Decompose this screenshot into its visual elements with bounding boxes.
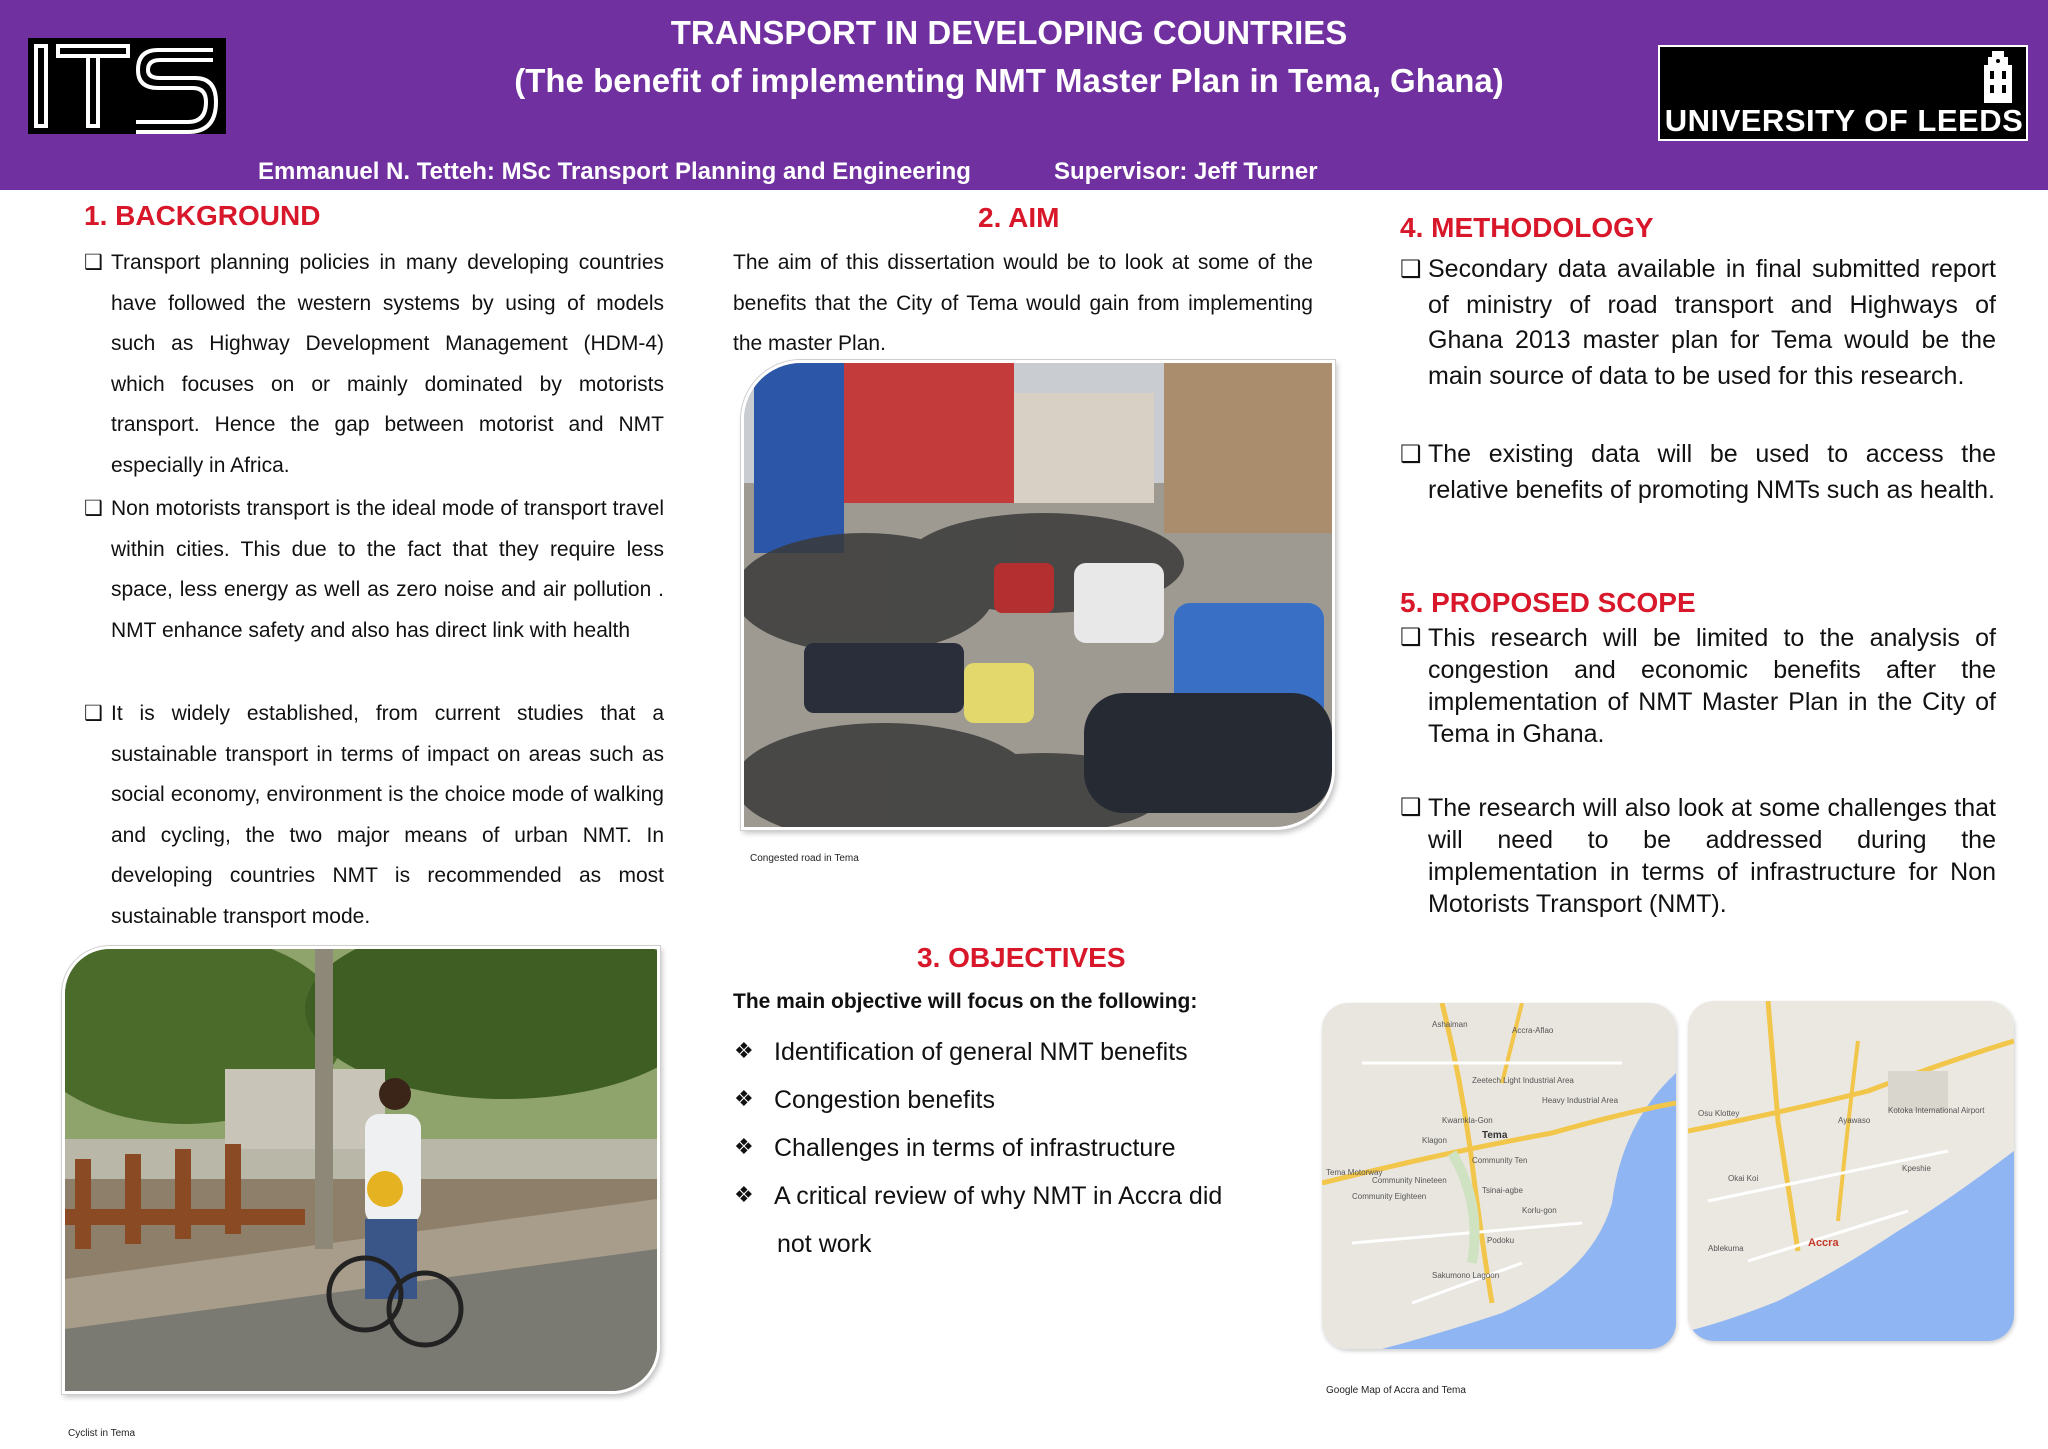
square-bullet-icon: ❑ [84,702,103,725]
tema-map-label: Community Ten [1472,1156,1528,1165]
accra-map-graphic [1688,1001,2014,1341]
scope-bullet-1 [1400,622,1996,750]
university-name: UNIVERSITY OF LEEDS [1664,103,2024,138]
accra-map [1688,1001,2014,1341]
tema-map-label: Kwarnkla-Gon [1442,1116,1493,1125]
square-bullet-icon: ❑ [1400,441,1422,468]
square-bullet-icon: ❑ [1400,624,1422,651]
aim-heading: 2. AIM [978,202,1060,233]
accra-map-label: Okai Koi [1728,1174,1759,1183]
cyclist-photo-graphic [65,949,657,1391]
diamond-bullet-icon: ❖ [734,1182,754,1207]
accra-map-label: Osu Klottey [1698,1109,1740,1118]
methodology-bullet-text: The existing data will be used to access the relative benefits of promoting NMTs such as health. [1428,440,1996,504]
accra-map-label: Ablekuma [1708,1244,1744,1253]
tema-map-label: Tema [1482,1130,1508,1141]
tema-map-label: Tema Motorway [1326,1168,1383,1177]
poster-header [0,0,2048,190]
poster-title-line-1: TRANSPORT IN DEVELOPING COUNTRIES [670,14,1348,51]
tema-map [1322,1003,1676,1349]
objective-item-3 [734,1134,1176,1163]
objective-text: Identification of general NMT benefits [774,1038,1188,1066]
background-bullet-3 [84,694,664,937]
objective-text: A critical review of why NMT in Accra did [774,1182,1223,1210]
scope-bullet-text: This research will be limited to the analysis of congestion and economic benefits after the implementation of NMT Master Plan in the City of Tema in Ghana. [1428,624,1996,748]
accra-map-label: Accra [1808,1237,1839,1249]
accra-map-label: Ayawaso [1838,1116,1871,1125]
diamond-bullet-icon: ❖ [734,1086,754,1111]
congested-road-photo-graphic [744,363,1332,827]
square-bullet-icon: ❑ [1400,794,1422,821]
cyclist-photo [62,946,660,1394]
square-bullet-icon: ❑ [84,497,103,520]
map-caption: Google Map of Accra and Tema [1326,1385,1466,1396]
tema-map-label: Community Eighteen [1352,1192,1427,1201]
aim-text: The aim of this dissertation would be to look at some of the benefits that the City of Tema would gain from implementing the master Plan. [733,251,1313,355]
university-logo [1658,45,2028,141]
accra-map-label: Kpeshie [1902,1164,1931,1173]
objective-item-4-continued: not work [777,1230,872,1258]
tema-map-label: Ashaiman [1432,1020,1468,1029]
congested-road-caption: Congested road in Tema [750,853,859,864]
cyclist-photo-caption: Cyclist in Tema [68,1428,136,1439]
objective-item-1 [734,1038,1188,1067]
clock-tower-icon [1978,51,2018,103]
objective-text: Congestion benefits [774,1086,995,1114]
methodology-bullet-1 [1400,252,1996,394]
background-bullet-2 [84,489,664,651]
diamond-bullet-icon: ❖ [734,1134,754,1159]
objective-item-4 [734,1182,1222,1211]
tema-map-label: Tsinai-agbe [1482,1186,1523,1195]
tema-map-label: Klagon [1422,1136,1447,1145]
methodology-bullet-2 [1400,437,1996,508]
square-bullet-icon: ❑ [84,251,103,274]
supervisor-line: Supervisor: Jeff Turner [1054,158,1318,185]
objectives-intro: The main objective will focus on the following: [733,990,1198,1013]
tema-map-label: Accra-Aflao [1512,1026,1554,1035]
background-bullet-1 [84,243,664,486]
background-bullet-text: Transport planning policies in many developing countries have followed the western systems by using of models such as Highway Development Management (HDM-4) which focuses on or mainly dominated by motorists transport. Hence the gap between motorist and NMT especially in Africa. [111,251,664,477]
tema-map-label: Zeetech Light Industrial Area [1472,1076,1574,1085]
background-bullet-text: It is widely established, from current studies that a sustainable transport in terms of impact on areas such as social economy, environment is the choice mode of walking and cycling, the two major means of urban NMT. In developing countries NMT is recommended as most sustainable transport mode. [111,702,664,928]
methodology-heading: 4. METHODOLOGY [1400,212,1654,243]
tema-map-label: Community Nineteen [1372,1176,1447,1185]
square-bullet-icon: ❑ [1400,256,1422,283]
tema-map-label: Heavy Industrial Area [1542,1096,1619,1105]
tema-map-label: Korlu-gon [1522,1206,1557,1215]
methodology-bullet-text: Secondary data available in final submitted report of ministry of road transport and Highways of Ghana 2013 master plan for Tema would be the main source of data to be used for this research. [1428,255,1996,390]
scope-bullet-2 [1400,792,1996,920]
scope-heading: 5. PROPOSED SCOPE [1400,587,1696,618]
objectives-heading: 3. OBJECTIVES [917,942,1126,973]
diamond-bullet-icon: ❖ [734,1038,754,1063]
tema-map-label: Podoku [1487,1236,1515,1245]
scope-bullet-text: The research will also look at some challenges that will need to be addressed during the implementation in terms of infrastructure for Non Motorists Transport (NMT). [1428,794,1996,918]
objective-text: Challenges in terms of infrastructure [774,1134,1176,1162]
background-heading: 1. BACKGROUND [84,200,321,231]
poster-title-line-2: (The benefit of implementing NMT Master Plan in Tema, Ghana) [514,62,1504,99]
objective-item-2 [734,1086,995,1115]
congested-road-photo [741,360,1335,830]
accra-map-label: Kotoka International Airport [1888,1106,1985,1115]
background-bullet-text: Non motorists transport is the ideal mode of transport travel within cities. This due to the fact that they require less space, less energy as well as zero noise and air pollution . NMT enhance safety and also has direct link with health [111,497,664,642]
author-line: Emmanuel N. Tetteh: MSc Transport Planning and Engineering [258,158,971,185]
tema-map-label: Sakumono Lagoon [1432,1271,1500,1280]
tema-map-graphic [1322,1003,1676,1349]
